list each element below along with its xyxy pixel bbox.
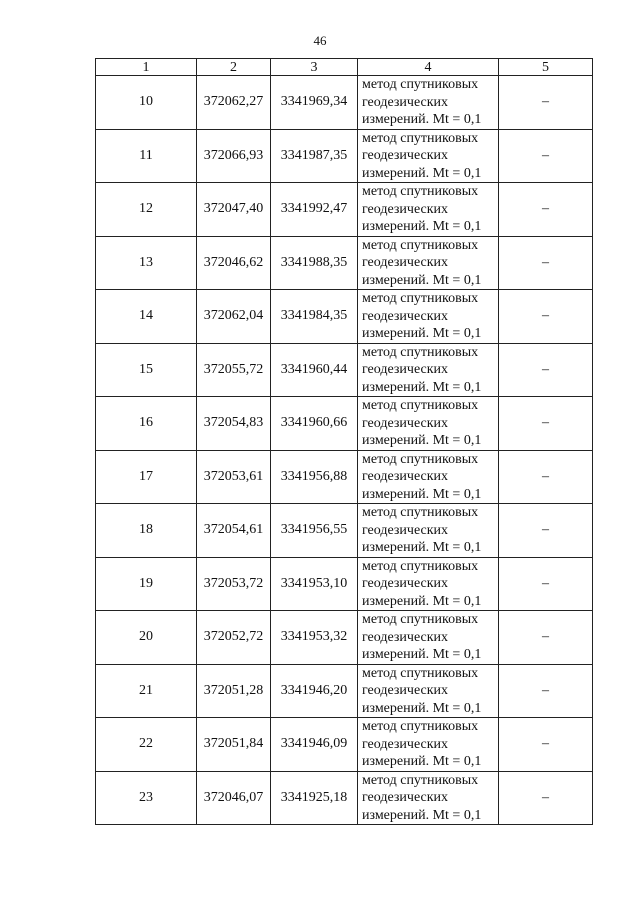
point-number-cell: 16: [96, 397, 197, 451]
y-coordinate-cell: 3341956,55: [271, 504, 358, 558]
table-row: [96, 397, 593, 451]
table-row: [96, 129, 593, 183]
table-row: [96, 183, 593, 237]
y-coordinate-cell: 3341984,35: [271, 290, 358, 344]
point-number-cell: 20: [96, 611, 197, 665]
note-cell: –: [499, 343, 593, 397]
coordinates-table: [95, 58, 593, 825]
note-cell: –: [499, 504, 593, 558]
column-header-y: 3: [271, 59, 358, 76]
y-coordinate-cell: 3341960,66: [271, 397, 358, 451]
table-body: [96, 76, 593, 825]
point-number-cell: 13: [96, 236, 197, 290]
column-header-x: 2: [197, 59, 271, 76]
point-number-cell: 21: [96, 664, 197, 718]
method-cell: метод спутниковых геодезических измерений. Mt = 0,1: [358, 397, 499, 451]
method-cell: метод спутниковых геодезических измерений. Mt = 0,1: [358, 183, 499, 237]
column-header-point-number: 1: [96, 59, 197, 76]
x-coordinate-cell: 372062,04: [197, 290, 271, 344]
column-header-method: 4: [358, 59, 499, 76]
method-cell: метод спутниковых геодезических измерений. Mt = 0,1: [358, 771, 499, 825]
table-row: [96, 76, 593, 130]
table-row: [96, 611, 593, 665]
table-row: [96, 718, 593, 772]
x-coordinate-cell: 372051,84: [197, 718, 271, 772]
note-cell: –: [499, 450, 593, 504]
method-cell: метод спутниковых геодезических измерений. Mt = 0,1: [358, 718, 499, 772]
note-cell: –: [499, 76, 593, 130]
table-row: [96, 290, 593, 344]
point-number-cell: 15: [96, 343, 197, 397]
table-row: [96, 450, 593, 504]
y-coordinate-cell: 3341969,34: [271, 76, 358, 130]
x-coordinate-cell: 372062,27: [197, 76, 271, 130]
note-cell: –: [499, 397, 593, 451]
y-coordinate-cell: 3341946,09: [271, 718, 358, 772]
note-cell: –: [499, 611, 593, 665]
note-cell: –: [499, 557, 593, 611]
y-coordinate-cell: 3341992,47: [271, 183, 358, 237]
table-row: [96, 343, 593, 397]
method-cell: метод спутниковых геодезических измерений. Mt = 0,1: [358, 129, 499, 183]
x-coordinate-cell: 372051,28: [197, 664, 271, 718]
point-number-cell: 14: [96, 290, 197, 344]
note-cell: –: [499, 129, 593, 183]
method-cell: метод спутниковых геодезических измерений. Mt = 0,1: [358, 76, 499, 130]
point-number-cell: 19: [96, 557, 197, 611]
point-number-cell: 12: [96, 183, 197, 237]
method-cell: метод спутниковых геодезических измерений. Mt = 0,1: [358, 343, 499, 397]
x-coordinate-cell: 372054,83: [197, 397, 271, 451]
y-coordinate-cell: 3341925,18: [271, 771, 358, 825]
x-coordinate-cell: 372052,72: [197, 611, 271, 665]
page-number: 46: [313, 33, 327, 48]
note-cell: –: [499, 183, 593, 237]
x-coordinate-cell: 372054,61: [197, 504, 271, 558]
y-coordinate-cell: 3341953,32: [271, 611, 358, 665]
method-cell: метод спутниковых геодезических измерений. Mt = 0,1: [358, 290, 499, 344]
method-cell: метод спутниковых геодезических измерений. Mt = 0,1: [358, 664, 499, 718]
point-number-cell: 17: [96, 450, 197, 504]
y-coordinate-cell: 3341953,10: [271, 557, 358, 611]
note-cell: –: [499, 718, 593, 772]
method-cell: метод спутниковых геодезических измерений. Mt = 0,1: [358, 450, 499, 504]
method-cell: метод спутниковых геодезических измерений. Mt = 0,1: [358, 557, 499, 611]
x-coordinate-cell: 372066,93: [197, 129, 271, 183]
column-header-note: 5: [499, 59, 593, 76]
method-cell: метод спутниковых геодезических измерений. Mt = 0,1: [358, 611, 499, 665]
point-number-cell: 11: [96, 129, 197, 183]
x-coordinate-cell: 372046,07: [197, 771, 271, 825]
point-number-cell: 10: [96, 76, 197, 130]
x-coordinate-cell: 372055,72: [197, 343, 271, 397]
table-row: [96, 236, 593, 290]
point-number-cell: 22: [96, 718, 197, 772]
note-cell: –: [499, 236, 593, 290]
method-cell: метод спутниковых геодезических измерений. Mt = 0,1: [358, 504, 499, 558]
table-header-row: [96, 59, 593, 76]
method-cell: метод спутниковых геодезических измерений. Mt = 0,1: [358, 236, 499, 290]
y-coordinate-cell: 3341960,44: [271, 343, 358, 397]
table-row: [96, 504, 593, 558]
note-cell: –: [499, 771, 593, 825]
x-coordinate-cell: 372053,61: [197, 450, 271, 504]
note-cell: –: [499, 290, 593, 344]
x-coordinate-cell: 372047,40: [197, 183, 271, 237]
point-number-cell: 18: [96, 504, 197, 558]
table-row: [96, 664, 593, 718]
y-coordinate-cell: 3341946,20: [271, 664, 358, 718]
point-number-cell: 23: [96, 771, 197, 825]
note-cell: –: [499, 664, 593, 718]
table-row: [96, 557, 593, 611]
table-row: [96, 771, 593, 825]
y-coordinate-cell: 3341987,35: [271, 129, 358, 183]
x-coordinate-cell: 372053,72: [197, 557, 271, 611]
x-coordinate-cell: 372046,62: [197, 236, 271, 290]
y-coordinate-cell: 3341988,35: [271, 236, 358, 290]
y-coordinate-cell: 3341956,88: [271, 450, 358, 504]
